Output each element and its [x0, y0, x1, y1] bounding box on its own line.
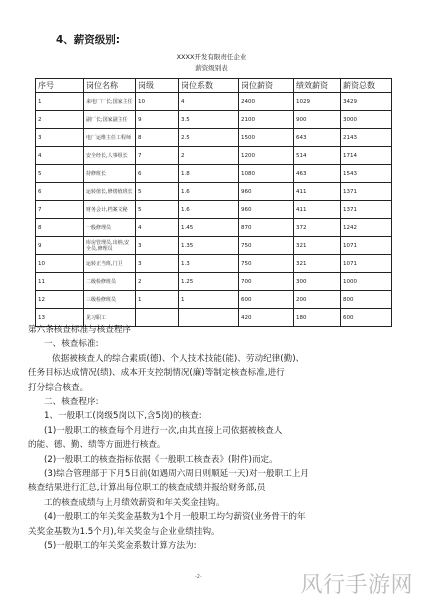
base-pay-cell: 2100	[239, 111, 294, 129]
item-1: 1、一般职工(岗级5岗以下,含5岗)的核查:	[44, 411, 202, 422]
total-pay-cell: 1071	[341, 255, 392, 273]
section-heading-1: 一、核查标准:	[44, 339, 99, 350]
performance-pay-cell: 643	[294, 129, 341, 147]
table-row	[36, 201, 392, 219]
paragraph-line: 的能、德、勤、绩等方面进行核查。	[28, 440, 166, 451]
coefficient-cell: 1.25	[179, 273, 239, 291]
table-row	[36, 111, 392, 129]
section-heading-2: 二、核查程序:	[44, 397, 99, 408]
coefficient-cell: 3.5	[179, 111, 239, 129]
seq-cell: 9	[36, 237, 84, 255]
base-pay-cell: 870	[239, 219, 294, 237]
post-name-cell: 运转值长,修缮值班长	[84, 183, 136, 201]
grade-cell: 3	[136, 237, 179, 255]
coefficient-cell: 1.35	[179, 237, 239, 255]
grade-cell: 2	[136, 273, 179, 291]
grade-cell: 3	[136, 255, 179, 273]
base-pay-cell: 600	[239, 291, 294, 309]
column-header: 岗位系数	[179, 79, 239, 93]
performance-pay-cell: 372	[294, 219, 341, 237]
performance-pay-cell: 300	[294, 273, 341, 291]
post-name-cell: 副厂长;国家副主任	[84, 111, 136, 129]
paragraph-line: (5)一般职工的年关奖金系数计算方法为:	[44, 541, 197, 552]
performance-pay-cell: 900	[294, 111, 341, 129]
page-number: -2-	[195, 574, 202, 580]
table-row	[36, 93, 392, 111]
total-pay-cell: 1714	[341, 147, 392, 165]
article-heading: 第六条核查标准与核查程序	[28, 325, 132, 335]
total-pay-cell: 1071	[341, 237, 392, 255]
post-name-cell: 三级检修班员	[84, 291, 136, 309]
table-title: 薪资级别表	[195, 64, 228, 72]
coefficient-cell: 1.6	[179, 183, 239, 201]
base-pay-cell: 750	[239, 237, 294, 255]
coefficient-cell: 1.8	[179, 165, 239, 183]
paragraph-line: 核查结果进行汇总,计算出每位职工的核查成绩并报给财务部,员	[28, 483, 266, 494]
base-pay-cell: 1500	[239, 129, 294, 147]
base-pay-cell: 700	[239, 273, 294, 291]
table-row	[36, 183, 392, 201]
total-pay-cell: 600	[341, 309, 392, 327]
seq-cell: 7	[36, 201, 84, 219]
seq-cell: 2	[36, 111, 84, 129]
grade-cell: 1	[136, 291, 179, 309]
total-pay-cell: 3000	[341, 111, 392, 129]
base-pay-cell: 420	[239, 309, 294, 327]
table-row	[36, 255, 392, 273]
coefficient-cell: 1.45	[179, 219, 239, 237]
post-name-cell: 运转正当班,门卫	[84, 255, 136, 273]
seq-cell: 12	[36, 291, 84, 309]
total-pay-cell: 1371	[341, 201, 392, 219]
column-header: 绩效薪资	[294, 79, 341, 93]
performance-pay-cell: 1029	[294, 93, 341, 111]
grade-cell: 9	[136, 111, 179, 129]
total-pay-cell: 800	[341, 291, 392, 309]
performance-pay-cell: 180	[294, 309, 341, 327]
performance-pay-cell: 411	[294, 183, 341, 201]
coefficient-cell: 4	[179, 93, 239, 111]
base-pay-cell: 750	[239, 255, 294, 273]
post-name-cell: 见习职工	[84, 309, 136, 327]
performance-pay-cell: 200	[294, 291, 341, 309]
post-name-cell: 电厂运维主任工程师	[84, 129, 136, 147]
column-header: 岗位薪资	[239, 79, 294, 93]
column-header: 岗位名称	[84, 79, 136, 93]
grade-cell: 5	[136, 183, 179, 201]
paragraph-line: 打分综合核查。	[28, 382, 89, 393]
table-row	[36, 147, 392, 165]
table-row	[36, 237, 392, 255]
coefficient-cell: 1.3	[179, 255, 239, 273]
seq-cell: 3	[36, 129, 84, 147]
base-pay-cell: 1200	[239, 147, 294, 165]
seq-cell: 6	[36, 183, 84, 201]
post-name-cell: 一般修理员	[84, 219, 136, 237]
paragraph-line: (4)一般职工的年关奖金基数为1个月一般职工均匀薪资(业务骨干的年	[44, 512, 306, 523]
table-row	[36, 291, 392, 309]
column-header: 岗级	[136, 79, 179, 93]
seq-cell: 10	[36, 255, 84, 273]
seq-cell: 11	[36, 273, 84, 291]
column-header: 薪资总数	[341, 79, 392, 93]
column-header: 序号	[36, 79, 84, 93]
grade-cell: 10	[136, 93, 179, 111]
performance-pay-cell: 321	[294, 255, 341, 273]
total-pay-cell: 3429	[341, 93, 392, 111]
coefficient-cell: 1	[179, 291, 239, 309]
coefficient-cell: 1.6	[179, 201, 239, 219]
seq-cell: 5	[36, 165, 84, 183]
grade-cell: 6	[136, 165, 179, 183]
performance-pay-cell: 321	[294, 237, 341, 255]
table-row	[36, 129, 392, 147]
post-name-cell: 持修班长	[84, 165, 136, 183]
grade-cell: 5	[136, 201, 179, 219]
total-pay-cell: 1543	[341, 165, 392, 183]
total-pay-cell: 1371	[341, 183, 392, 201]
salary-grade-table	[35, 78, 392, 327]
paragraph-line: (2)一般职工的核查指标依据《一般职工核查表》(附件)而定。	[44, 454, 278, 465]
grade-cell: 8	[136, 129, 179, 147]
total-pay-cell: 2143	[341, 129, 392, 147]
table-header-row	[36, 79, 392, 93]
seq-cell: 13	[36, 309, 84, 327]
table-row	[36, 219, 392, 237]
body-text	[28, 323, 400, 554]
watermark: 风行手游网	[300, 573, 413, 598]
paragraph-line: 关奖金基数为1.5个月),年关奖金与企业业绩挂钩。	[28, 526, 220, 537]
table-row	[36, 273, 392, 291]
performance-pay-cell: 463	[294, 165, 341, 183]
base-pay-cell: 2400	[239, 93, 294, 111]
paragraph-line: 任务目标达成情况(绩)、成本开支控制情况(廉)等制定核查标准,进行	[28, 368, 285, 379]
post-name-cell: 财务会计,档案文秘	[84, 201, 136, 219]
table-row	[36, 165, 392, 183]
total-pay-cell: 1242	[341, 219, 392, 237]
grade-cell: 7	[136, 147, 179, 165]
paragraph-line: (3)综合管理部于下月5日前(如遇周六周日则顺延一天)对一般职工上月	[44, 469, 309, 480]
seq-cell: 4	[36, 147, 84, 165]
seq-cell: 8	[36, 219, 84, 237]
post-name-cell: 来电厂厂长;国家主任	[84, 93, 136, 111]
section-heading: 4、薪资级别:	[56, 34, 121, 46]
paragraph-line: 依据被核查人的综合素质(德)、个人技术技能(能)、劳动纪律(勤)、	[52, 353, 305, 364]
paragraph-line: 工的核查成绩与上月绩效薪资和年关奖金挂钩。	[44, 497, 225, 508]
base-pay-cell: 960	[239, 183, 294, 201]
grade-cell: 4	[136, 219, 179, 237]
post-name-cell: 二级检修班员	[84, 273, 136, 291]
performance-pay-cell: 514	[294, 147, 341, 165]
paragraph-line: (1)一般职工的核查每个月进行一次,由其直接上司依据被核查人	[44, 425, 283, 436]
base-pay-cell: 1080	[239, 165, 294, 183]
company-name: XXXX开发有限责任企业	[176, 53, 247, 61]
post-name-cell: 库房管理员,出纳,安全员,修理员	[84, 237, 136, 255]
coefficient-cell: 2	[179, 147, 239, 165]
coefficient-cell: 2.5	[179, 129, 239, 147]
seq-cell: 1	[36, 93, 84, 111]
total-pay-cell: 1000	[341, 273, 392, 291]
performance-pay-cell: 411	[294, 201, 341, 219]
post-name-cell: 安全经长,人事组长	[84, 147, 136, 165]
base-pay-cell: 960	[239, 201, 294, 219]
